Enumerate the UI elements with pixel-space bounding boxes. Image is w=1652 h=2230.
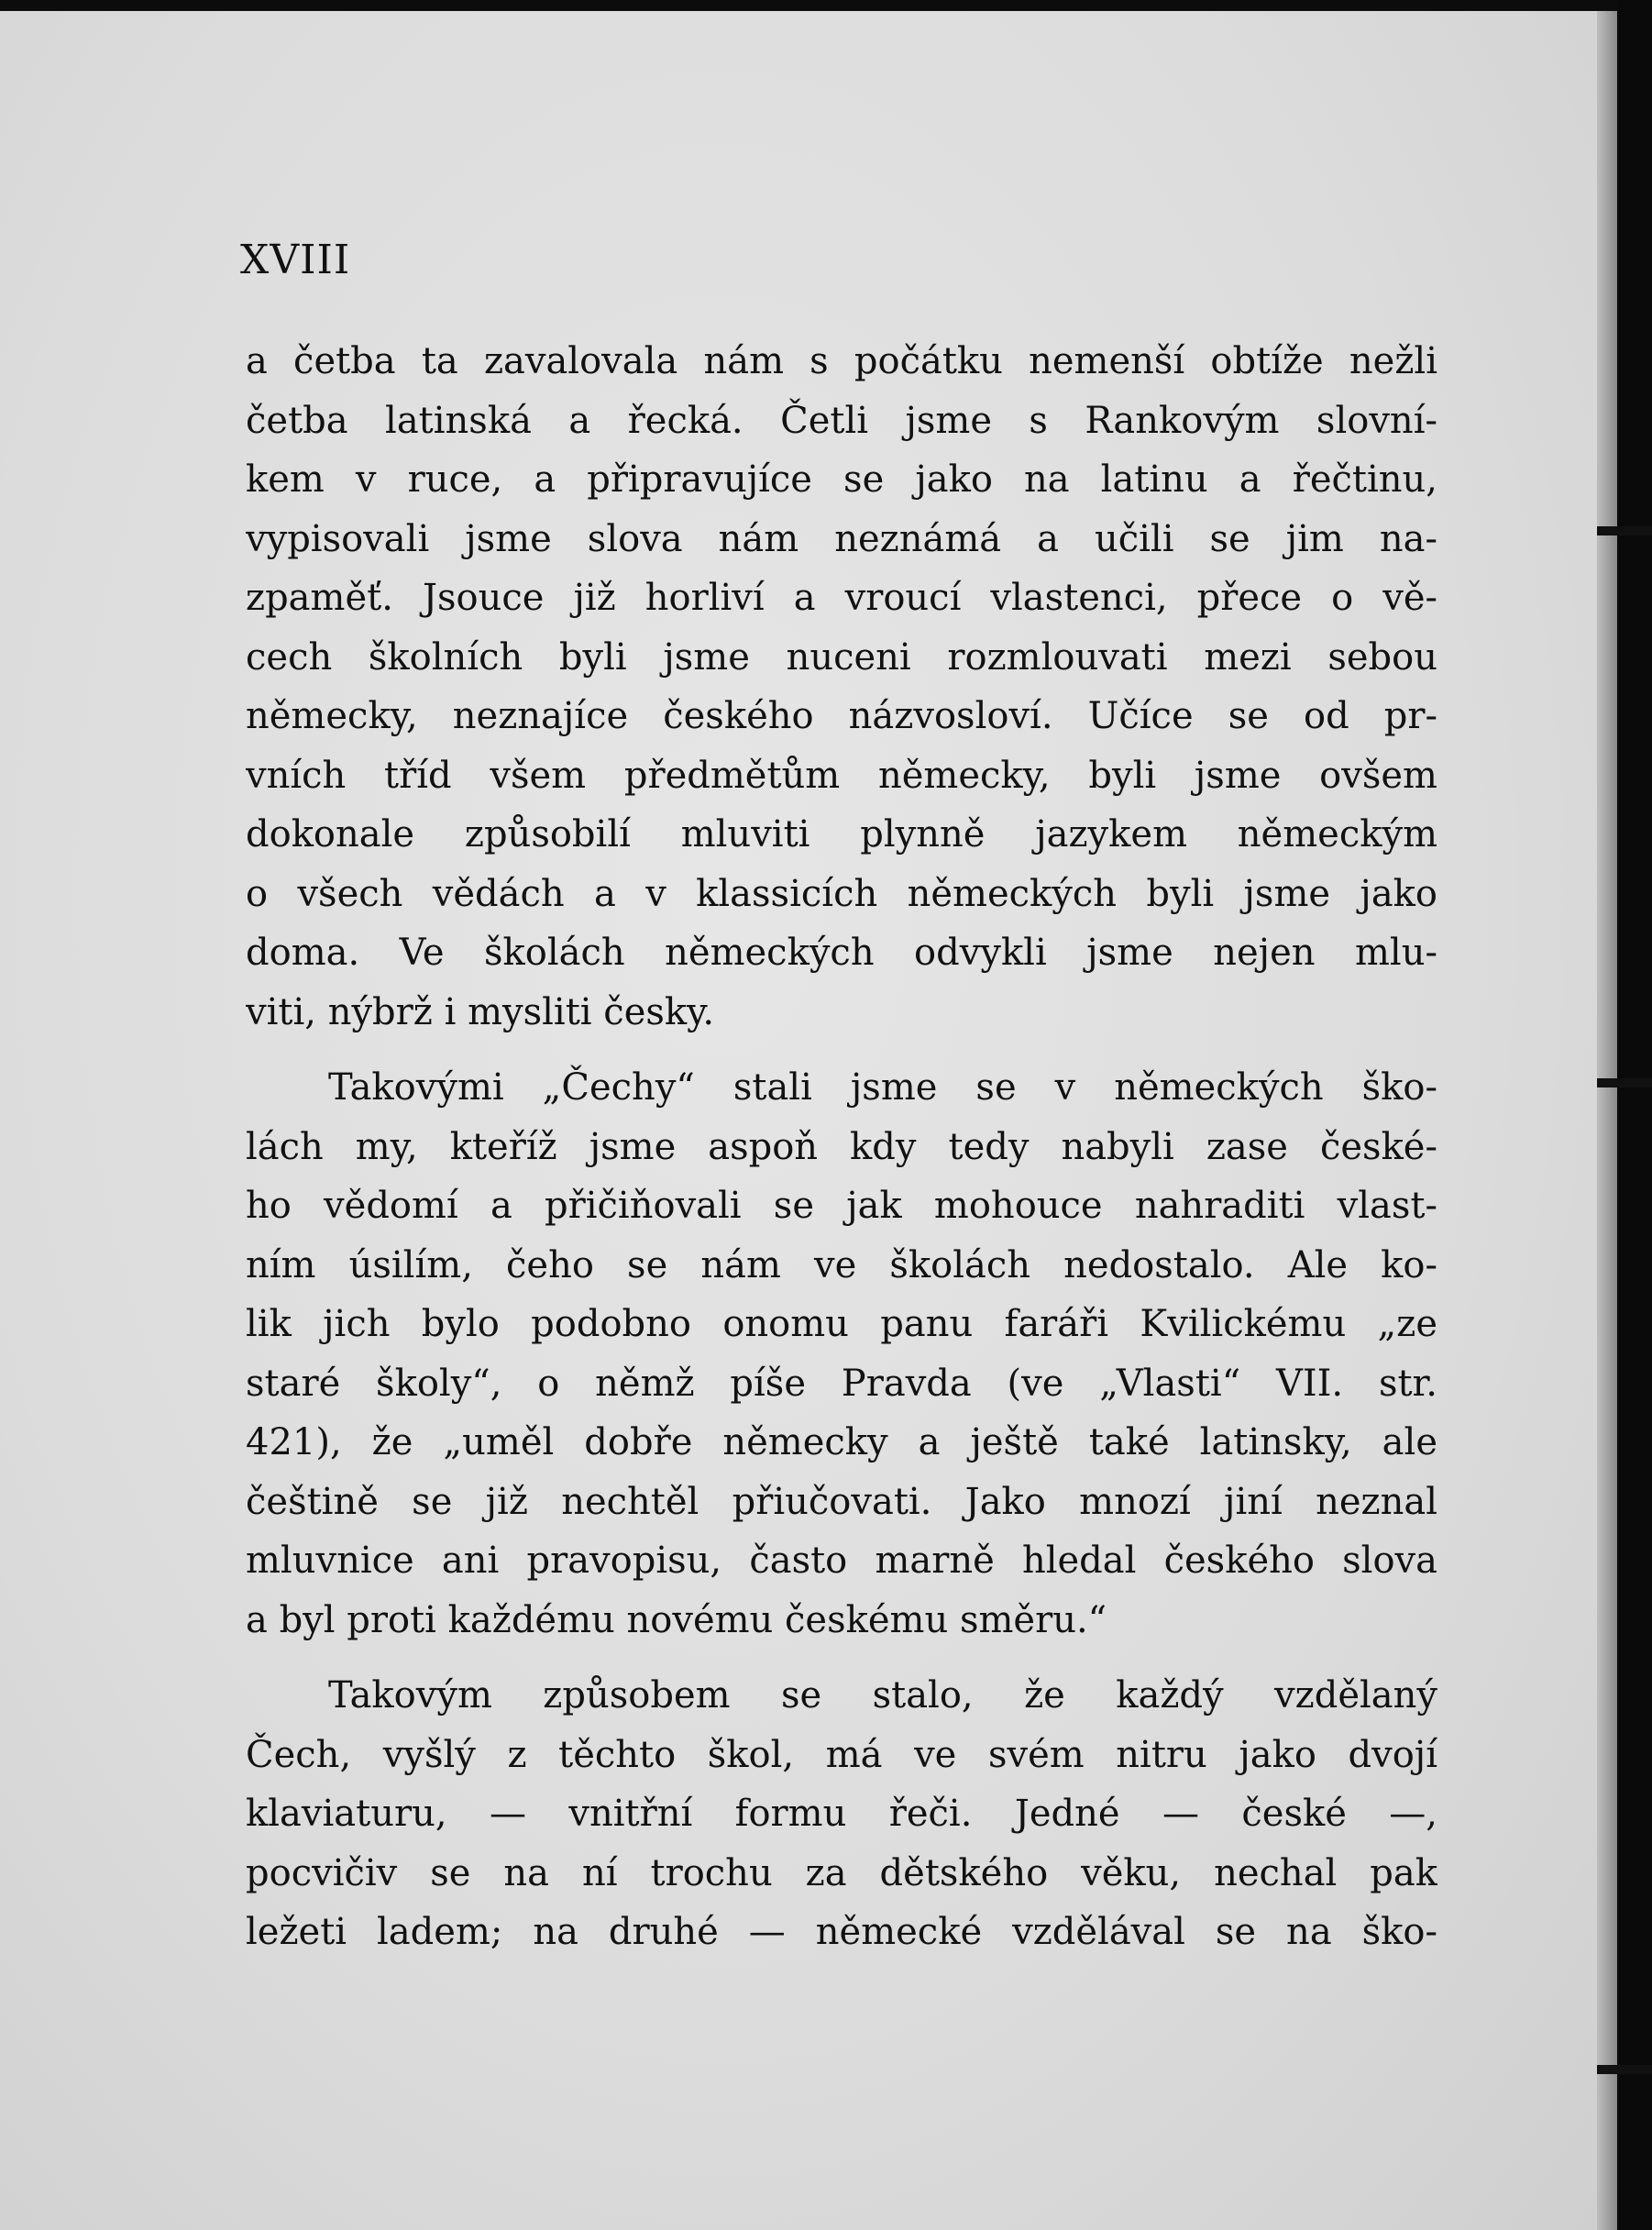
text-line: ním úsilím, čeho se nám ve školách nedostalo. Ale ko- — [246, 1243, 1437, 1286]
paragraph-1 — [246, 332, 1437, 1042]
text-line: četba latinská a řecká. Četli jsme s Rankovým slovní- — [246, 399, 1437, 442]
body-text — [246, 332, 1437, 1962]
page-number: XVIII — [240, 237, 351, 283]
text-line: cech školních byli jsme nuceni rozmlouvati mezi sebou — [246, 635, 1437, 679]
text-line: 421), že „uměl dobře německy a ještě také latinsky, ale — [246, 1421, 1437, 1463]
paragraph-3 — [246, 1666, 1437, 1962]
text-line: dokonale způsobilí mluviti plynně jazykem německým — [246, 813, 1437, 856]
text-line: staré školy“, o němž píše Pravda (ve „Vlasti“ VII. str. — [246, 1362, 1437, 1405]
page-edge — [1597, 11, 1617, 2230]
paragraph-2 — [246, 1058, 1437, 1650]
text-line: zpaměť. Jsouce již horliví a vroucí vlastenci, přece o vě- — [246, 577, 1437, 619]
text-line: Čech, vyšlý z těchto škol, má ve svém nitru jako dvojí — [246, 1733, 1437, 1776]
text-line: kem v ruce, a připravujíce se jako na latinu a řečtinu, — [246, 458, 1437, 501]
book-binding — [1617, 0, 1652, 2230]
text-line: o všech vědách a v klassicích německých byli jsme jako — [246, 872, 1437, 915]
text-line: a byl proti každému novému českému směru.“ — [246, 1598, 1107, 1641]
text-line: vypisovali jsme slova nám neznámá a učili se jim na- — [246, 517, 1437, 560]
text-line: mluvnice ani pravopisu, často marně hledal českého slova — [246, 1540, 1437, 1582]
text-line: a četba ta zavalovala nám s počátku nemenší obtíže nežli — [246, 340, 1437, 382]
text-line: vních tříd všem předmětům německy, byli jsme ovšem — [246, 754, 1437, 797]
binding-mark — [1597, 1078, 1652, 1087]
text-line: klaviaturu, — vnitřní formu řeči. Jedné — české —, — [246, 1793, 1437, 1835]
text-line: ležeti ladem; na druhé — německé vzdělával se na ško- — [246, 1911, 1437, 1953]
binding-mark — [1597, 526, 1652, 535]
text-line: lik jich bylo podobno onomu panu faráři Kvilickému „ze — [246, 1303, 1437, 1345]
text-line: německy, neznajíce českého názvosloví. Učíce se od pr- — [246, 695, 1437, 737]
text-line: češtině se již nechtěl přiučovati. Jako mnozí jiní neznal — [246, 1480, 1437, 1523]
binding-mark — [1597, 2065, 1652, 2074]
text-line: Takovými „Čechy“ stali jsme se v německých ško- — [328, 1066, 1437, 1109]
text-line: doma. Ve školách německých odvykli jsme nejen mlu- — [246, 932, 1437, 974]
text-line: lách my, kteříž jsme aspoň kdy tedy nabyli zase české- — [246, 1125, 1437, 1168]
text-line: viti, nýbrž i mysliti česky. — [246, 990, 715, 1033]
text-line: ho vědomí a přičiňovali se jak mohouce nahraditi vlast- — [246, 1185, 1437, 1227]
text-line: Takovým způsobem se stalo, že každý vzdělaný — [328, 1674, 1437, 1717]
text-line: pocvičiv se na ní trochu za dětského věku, nechal pak — [246, 1851, 1437, 1894]
